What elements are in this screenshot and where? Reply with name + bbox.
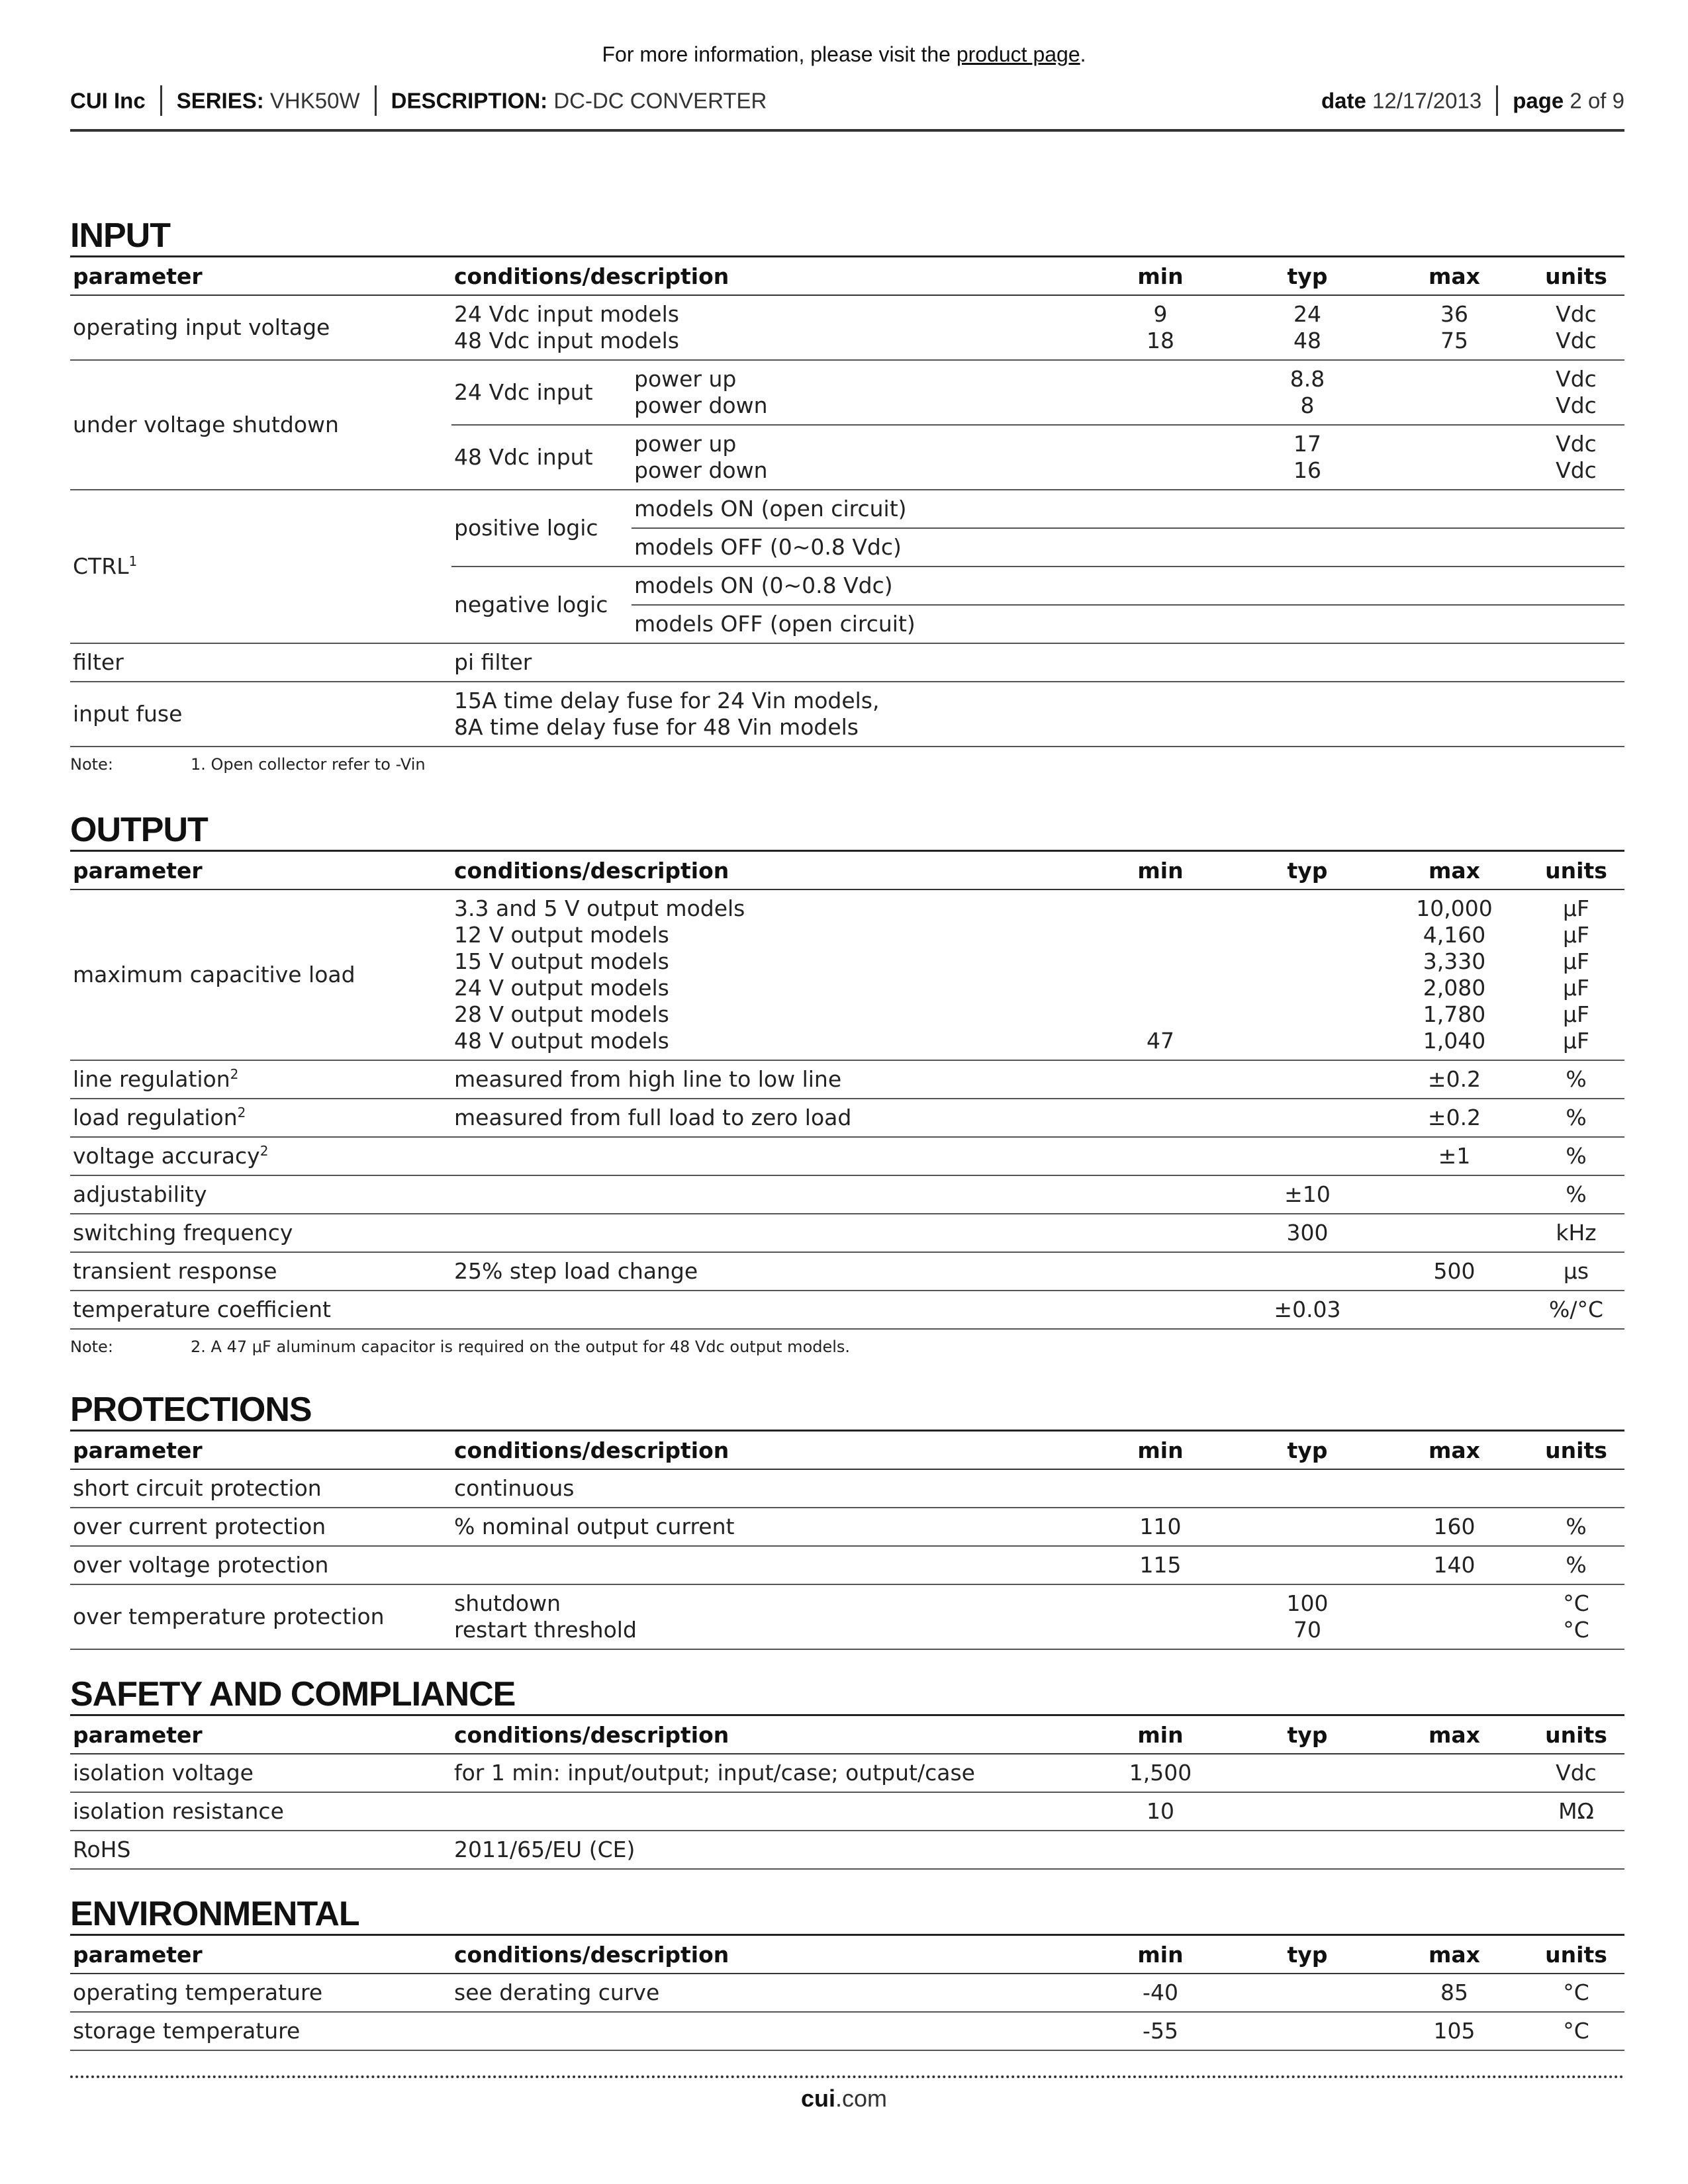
footer-brand: cui bbox=[800, 2085, 835, 2112]
header-divider bbox=[375, 85, 377, 116]
col-min: min bbox=[1087, 1431, 1234, 1470]
table-row bbox=[70, 490, 1624, 528]
param-text: line regulation bbox=[73, 1066, 230, 1092]
col-units: units bbox=[1528, 1431, 1624, 1470]
col-max: max bbox=[1381, 851, 1528, 890]
cond-cell: for 1 min: input/output; input/case; output/case bbox=[451, 1754, 1087, 1792]
top-note-suffix: . bbox=[1080, 42, 1086, 66]
max-cell bbox=[1381, 1214, 1528, 1252]
value: μF bbox=[1563, 895, 1589, 921]
value: Vdc bbox=[1556, 301, 1597, 327]
max-cell: 160 bbox=[1381, 1508, 1528, 1546]
units-cell: % bbox=[1528, 1137, 1624, 1175]
cond-line: 48 Vdc input models bbox=[454, 328, 679, 353]
min-cell bbox=[1087, 1137, 1234, 1175]
cond-cell: 2011/65/EU (CE) bbox=[451, 1831, 1087, 1869]
table-row bbox=[70, 643, 1624, 682]
output-table bbox=[70, 850, 1624, 1330]
col-units: units bbox=[1528, 1935, 1624, 1974]
table-header-row bbox=[70, 257, 1624, 296]
input-note bbox=[70, 755, 1624, 774]
description-value: DC-DC CONVERTER bbox=[553, 88, 767, 113]
table-row bbox=[70, 1584, 1624, 1649]
product-page-link[interactable]: product page bbox=[956, 42, 1080, 66]
typ-cell bbox=[1234, 1546, 1381, 1584]
cond-cell: see derating curve bbox=[451, 1974, 1087, 2012]
param-cell bbox=[70, 1137, 451, 1175]
typ-cell bbox=[1234, 1792, 1381, 1831]
col-units: units bbox=[1528, 851, 1624, 890]
param-cell bbox=[70, 490, 451, 643]
page-value: 2 of 9 bbox=[1570, 88, 1624, 113]
min-cell bbox=[1087, 1214, 1234, 1252]
series-value: VHK50W bbox=[269, 88, 360, 113]
cond-line: 48 V output models bbox=[454, 1028, 669, 1054]
table-header-row bbox=[70, 1431, 1624, 1470]
units-cell bbox=[1528, 1831, 1624, 1869]
page-label: page bbox=[1513, 88, 1564, 113]
value: °C bbox=[1563, 1617, 1589, 1643]
footer-rule bbox=[70, 2075, 1624, 2078]
safety-table bbox=[70, 1714, 1624, 1870]
value: 18 bbox=[1147, 328, 1174, 353]
col-conditions: conditions/description bbox=[451, 1431, 1087, 1470]
footnote-ref: 2 bbox=[230, 1066, 239, 1082]
param-cell bbox=[70, 1099, 451, 1137]
environmental-title: ENVIRONMENTAL bbox=[70, 1895, 359, 1933]
units-cell bbox=[1528, 1469, 1624, 1508]
value bbox=[1090, 975, 1231, 1001]
col-min: min bbox=[1087, 851, 1234, 890]
table-row bbox=[70, 1214, 1624, 1252]
table-row bbox=[70, 1974, 1624, 2012]
param-cell: isolation resistance bbox=[70, 1792, 451, 1831]
value: 10,000 bbox=[1416, 895, 1493, 921]
cond-line: 28 V output models bbox=[454, 1001, 669, 1027]
cond-line: 8A time delay fuse for 48 Vin models bbox=[454, 714, 859, 740]
col-parameter: parameter bbox=[70, 851, 451, 890]
cond-line: 12 V output models bbox=[454, 922, 669, 948]
units-cell: Vdc bbox=[1528, 1754, 1624, 1792]
typ-cell bbox=[1234, 1831, 1381, 1869]
param-cell: over temperature protection bbox=[70, 1584, 451, 1649]
param-cell: isolation voltage bbox=[70, 1754, 451, 1792]
cond-cell: positive logic bbox=[451, 490, 632, 567]
cond-cell: pi filter bbox=[451, 643, 1624, 682]
min-cell: 10 bbox=[1087, 1792, 1234, 1831]
units-cell: % bbox=[1528, 1060, 1624, 1099]
output-note bbox=[70, 1338, 1624, 1356]
cond-line: shutdown bbox=[454, 1590, 561, 1616]
footer bbox=[0, 2085, 1688, 2113]
value: °C bbox=[1563, 1590, 1589, 1616]
min-cell: 1,500 bbox=[1087, 1754, 1234, 1792]
min-cell: 110 bbox=[1087, 1508, 1234, 1546]
safety-title: SAFETY AND COMPLIANCE bbox=[70, 1675, 516, 1713]
units-cell: μs bbox=[1528, 1252, 1624, 1291]
col-min: min bbox=[1087, 257, 1234, 296]
cond-cell: measured from full load to zero load bbox=[451, 1099, 1087, 1137]
cond-line: power up bbox=[634, 431, 737, 457]
min-cell bbox=[1087, 1469, 1234, 1508]
col-typ: typ bbox=[1234, 1431, 1381, 1470]
cond-line: power down bbox=[634, 457, 768, 483]
col-max: max bbox=[1381, 1431, 1528, 1470]
cond-cell bbox=[451, 1291, 1087, 1329]
min-cell bbox=[1087, 1252, 1234, 1291]
units-cell: % bbox=[1528, 1175, 1624, 1214]
environmental-table bbox=[70, 1934, 1624, 2051]
value bbox=[1090, 895, 1231, 922]
param-cell: maximum capacitive load bbox=[70, 889, 451, 1060]
param-cell bbox=[70, 1060, 451, 1099]
table-row bbox=[70, 1099, 1624, 1137]
footnote-ref: 1 bbox=[128, 553, 138, 569]
cond-cell: % nominal output current bbox=[451, 1508, 1087, 1546]
value: Vdc bbox=[1556, 431, 1597, 457]
table-row bbox=[70, 682, 1624, 747]
environmental-section bbox=[70, 1894, 1624, 2051]
value: 3,330 bbox=[1423, 948, 1486, 974]
param-cell: filter bbox=[70, 643, 451, 682]
col-min: min bbox=[1087, 1935, 1234, 1974]
max-cell: 500 bbox=[1381, 1252, 1528, 1291]
cond-cell bbox=[451, 1214, 1087, 1252]
table-header-row bbox=[70, 851, 1624, 890]
min-cell bbox=[1087, 425, 1234, 490]
note-text: 2. A 47 μF aluminum capacitor is required on the output for 48 Vdc output models. bbox=[191, 1338, 851, 1356]
cond-cell: negative logic bbox=[451, 567, 632, 643]
footnote-ref: 2 bbox=[259, 1143, 269, 1159]
col-parameter: parameter bbox=[70, 257, 451, 296]
col-conditions: conditions/description bbox=[451, 1935, 1087, 1974]
table-row bbox=[70, 360, 1624, 425]
max-cell bbox=[1381, 425, 1528, 490]
units-cell: % bbox=[1528, 1099, 1624, 1137]
max-cell bbox=[1381, 889, 1528, 1060]
table-row bbox=[70, 889, 1624, 1060]
max-cell: 85 bbox=[1381, 1974, 1528, 2012]
cond-cell bbox=[451, 682, 1624, 747]
typ-cell bbox=[1234, 425, 1381, 490]
param-text: load regulation bbox=[73, 1105, 238, 1130]
input-title: INPUT bbox=[70, 216, 170, 255]
col-typ: typ bbox=[1234, 257, 1381, 296]
value: 16 bbox=[1293, 457, 1321, 483]
min-cell bbox=[1087, 1584, 1234, 1649]
col-max: max bbox=[1381, 1935, 1528, 1974]
table-row bbox=[70, 1508, 1624, 1546]
param-cell: transient response bbox=[70, 1252, 451, 1291]
col-max: max bbox=[1381, 1715, 1528, 1754]
note-label: Note: bbox=[70, 755, 113, 774]
col-units: units bbox=[1528, 257, 1624, 296]
table-header-row bbox=[70, 1935, 1624, 1974]
value: 8.8 bbox=[1289, 366, 1325, 392]
table-row bbox=[70, 1060, 1624, 1099]
typ-cell bbox=[1234, 1252, 1381, 1291]
min-cell bbox=[1087, 1175, 1234, 1214]
cond-line: 15A time delay fuse for 24 Vin models, bbox=[454, 688, 880, 713]
col-parameter: parameter bbox=[70, 1935, 451, 1974]
max-cell: 105 bbox=[1381, 2012, 1528, 2050]
typ-cell: ±10 bbox=[1234, 1175, 1381, 1214]
output-title: OUTPUT bbox=[70, 811, 208, 849]
min-cell: -40 bbox=[1087, 1974, 1234, 2012]
top-note-prefix: For more information, please visit the bbox=[602, 42, 957, 66]
table-row bbox=[70, 1792, 1624, 1831]
col-typ: typ bbox=[1234, 851, 1381, 890]
typ-cell bbox=[1234, 360, 1381, 425]
protections-title: PROTECTIONS bbox=[70, 1390, 312, 1429]
param-cell: under voltage shutdown bbox=[70, 360, 451, 490]
typ-cell bbox=[1234, 889, 1381, 1060]
param-cell: operating temperature bbox=[70, 1974, 451, 2012]
value: Vdc bbox=[1556, 457, 1597, 483]
subcond-cell: models ON (open circuit) bbox=[632, 490, 1624, 528]
cond-cell bbox=[451, 1546, 1087, 1584]
param-cell: short circuit protection bbox=[70, 1469, 451, 1508]
cond-cell: 24 Vdc input bbox=[451, 360, 632, 425]
value: Vdc bbox=[1556, 366, 1597, 392]
typ-cell bbox=[1234, 1469, 1381, 1508]
min-cell: -55 bbox=[1087, 2012, 1234, 2050]
col-typ: typ bbox=[1234, 1935, 1381, 1974]
protections-section bbox=[70, 1390, 1624, 1650]
table-row bbox=[70, 2012, 1624, 2050]
output-section bbox=[70, 810, 1624, 1356]
header-right bbox=[1321, 87, 1624, 118]
value bbox=[1090, 948, 1231, 975]
date-value: 12/17/2013 bbox=[1372, 88, 1482, 113]
max-cell bbox=[1381, 1754, 1528, 1792]
min-cell bbox=[1087, 1099, 1234, 1137]
document-header bbox=[70, 87, 1624, 118]
param-cell: RoHS bbox=[70, 1831, 451, 1869]
col-parameter: parameter bbox=[70, 1431, 451, 1470]
param-cell: storage temperature bbox=[70, 2012, 451, 2050]
cond-cell: measured from high line to low line bbox=[451, 1060, 1087, 1099]
max-cell: ±1 bbox=[1381, 1137, 1528, 1175]
value: 75 bbox=[1440, 328, 1468, 353]
param-text: CTRL bbox=[73, 553, 129, 579]
footer-domain: .com bbox=[835, 2085, 888, 2112]
table-row bbox=[70, 1546, 1624, 1584]
protections-table bbox=[70, 1430, 1624, 1650]
typ-cell bbox=[1234, 1508, 1381, 1546]
table-header-row bbox=[70, 1715, 1624, 1754]
table-row bbox=[70, 1754, 1624, 1792]
min-cell bbox=[1087, 295, 1234, 360]
max-cell bbox=[1381, 1831, 1528, 1869]
value: μF bbox=[1563, 948, 1589, 974]
col-conditions: conditions/description bbox=[451, 851, 1087, 890]
value: 36 bbox=[1440, 301, 1468, 327]
min-cell bbox=[1087, 1291, 1234, 1329]
param-cell: operating input voltage bbox=[70, 295, 451, 360]
max-cell: ±0.2 bbox=[1381, 1060, 1528, 1099]
col-max: max bbox=[1381, 257, 1528, 296]
company-name: CUI Inc bbox=[70, 88, 146, 113]
max-cell bbox=[1381, 1175, 1528, 1214]
value: 100 bbox=[1286, 1590, 1329, 1616]
value: 48 bbox=[1293, 328, 1321, 353]
value: 2,080 bbox=[1423, 975, 1486, 1001]
cond-cell: 25% step load change bbox=[451, 1252, 1087, 1291]
value: 8 bbox=[1300, 392, 1315, 418]
cond-line: 24 Vdc input models bbox=[454, 301, 679, 327]
value: 70 bbox=[1293, 1617, 1321, 1643]
min-cell bbox=[1087, 1831, 1234, 1869]
cond-line: 15 V output models bbox=[454, 948, 669, 974]
max-cell bbox=[1381, 1792, 1528, 1831]
subcond-cell: models OFF (0~0.8 Vdc) bbox=[632, 528, 1624, 567]
subcond-cell: models OFF (open circuit) bbox=[632, 605, 1624, 643]
typ-cell bbox=[1234, 1099, 1381, 1137]
max-cell bbox=[1381, 360, 1528, 425]
typ-cell bbox=[1234, 1974, 1381, 2012]
value: μF bbox=[1563, 975, 1589, 1001]
value: 47 bbox=[1147, 1028, 1174, 1054]
cond-cell: 48 Vdc input bbox=[451, 425, 632, 490]
value: Vdc bbox=[1556, 328, 1597, 353]
typ-cell bbox=[1234, 295, 1381, 360]
param-cell: temperature coefficient bbox=[70, 1291, 451, 1329]
subcond-cell bbox=[632, 425, 1087, 490]
min-cell: 115 bbox=[1087, 1546, 1234, 1584]
max-cell bbox=[1381, 1469, 1528, 1508]
units-cell: °C bbox=[1528, 1974, 1624, 2012]
cond-cell bbox=[451, 1137, 1087, 1175]
max-cell: 140 bbox=[1381, 1546, 1528, 1584]
value bbox=[1090, 922, 1231, 948]
value: 24 bbox=[1293, 301, 1321, 327]
typ-cell: 300 bbox=[1234, 1214, 1381, 1252]
table-row bbox=[70, 1831, 1624, 1869]
units-cell: kHz bbox=[1528, 1214, 1624, 1252]
units-cell: %/°C bbox=[1528, 1291, 1624, 1329]
value: 4,160 bbox=[1423, 922, 1486, 948]
typ-cell bbox=[1234, 1137, 1381, 1175]
table-row bbox=[70, 1252, 1624, 1291]
units-cell: % bbox=[1528, 1508, 1624, 1546]
units-cell: °C bbox=[1528, 2012, 1624, 2050]
cond-cell bbox=[451, 889, 1087, 1060]
note-label: Note: bbox=[70, 1338, 113, 1356]
max-cell bbox=[1381, 295, 1528, 360]
param-text: voltage accuracy bbox=[73, 1143, 260, 1169]
typ-cell bbox=[1234, 1754, 1381, 1792]
units-cell bbox=[1528, 1584, 1624, 1649]
input-section bbox=[70, 216, 1624, 774]
table-row bbox=[70, 1291, 1624, 1329]
cond-cell bbox=[451, 295, 1087, 360]
value: μF bbox=[1563, 1001, 1589, 1027]
header-divider bbox=[1496, 85, 1498, 116]
safety-section bbox=[70, 1674, 1624, 1870]
value: 1,040 bbox=[1423, 1028, 1486, 1054]
footnote-ref: 2 bbox=[237, 1105, 246, 1120]
value: 17 bbox=[1293, 431, 1321, 457]
max-cell bbox=[1381, 1584, 1528, 1649]
param-cell: switching frequency bbox=[70, 1214, 451, 1252]
cond-line: 3.3 and 5 V output models bbox=[454, 895, 745, 921]
units-cell bbox=[1528, 889, 1624, 1060]
cond-line: 24 V output models bbox=[454, 975, 669, 1001]
units-cell: MΩ bbox=[1528, 1792, 1624, 1831]
col-conditions: conditions/description bbox=[451, 257, 1087, 296]
col-parameter: parameter bbox=[70, 1715, 451, 1754]
min-cell bbox=[1087, 889, 1234, 1060]
units-cell bbox=[1528, 425, 1624, 490]
units-cell bbox=[1528, 295, 1624, 360]
col-conditions: conditions/description bbox=[451, 1715, 1087, 1754]
cond-line: power up bbox=[634, 366, 737, 392]
table-row bbox=[70, 295, 1624, 360]
subcond-cell: models ON (0~0.8 Vdc) bbox=[632, 567, 1624, 605]
value: 9 bbox=[1153, 301, 1168, 327]
cond-cell: continuous bbox=[451, 1469, 1087, 1508]
cond-line: power down bbox=[634, 392, 768, 418]
value bbox=[1090, 1001, 1231, 1028]
top-note bbox=[0, 42, 1688, 67]
col-units: units bbox=[1528, 1715, 1624, 1754]
cond-cell bbox=[451, 2012, 1087, 2050]
param-cell: input fuse bbox=[70, 682, 451, 747]
header-divider bbox=[160, 85, 162, 116]
cond-cell bbox=[451, 1792, 1087, 1831]
date-label: date bbox=[1321, 88, 1366, 113]
table-row bbox=[70, 1469, 1624, 1508]
max-cell: ±0.2 bbox=[1381, 1099, 1528, 1137]
value: Vdc bbox=[1556, 392, 1597, 418]
col-min: min bbox=[1087, 1715, 1234, 1754]
subcond-cell bbox=[632, 360, 1087, 425]
col-typ: typ bbox=[1234, 1715, 1381, 1754]
cond-cell bbox=[451, 1175, 1087, 1214]
cond-line: restart threshold bbox=[454, 1617, 637, 1643]
min-cell bbox=[1087, 1060, 1234, 1099]
value: 1,780 bbox=[1423, 1001, 1486, 1027]
input-table bbox=[70, 255, 1624, 747]
typ-cell bbox=[1234, 2012, 1381, 2050]
typ-cell bbox=[1234, 1584, 1381, 1649]
typ-cell bbox=[1234, 1060, 1381, 1099]
units-cell bbox=[1528, 360, 1624, 425]
min-cell bbox=[1087, 360, 1234, 425]
units-cell: % bbox=[1528, 1546, 1624, 1584]
typ-cell: ±0.03 bbox=[1234, 1291, 1381, 1329]
series-label: SERIES: bbox=[176, 88, 264, 113]
value: μF bbox=[1563, 922, 1589, 948]
table-row bbox=[70, 1175, 1624, 1214]
param-cell: over current protection bbox=[70, 1508, 451, 1546]
note-text: 1. Open collector refer to -Vin bbox=[191, 755, 426, 774]
param-cell: adjustability bbox=[70, 1175, 451, 1214]
description-label: DESCRIPTION: bbox=[391, 88, 548, 113]
cond-cell bbox=[451, 1584, 1087, 1649]
max-cell bbox=[1381, 1291, 1528, 1329]
value: μF bbox=[1563, 1028, 1589, 1054]
param-cell: over voltage protection bbox=[70, 1546, 451, 1584]
table-row bbox=[70, 1137, 1624, 1175]
header-rule bbox=[70, 129, 1624, 132]
